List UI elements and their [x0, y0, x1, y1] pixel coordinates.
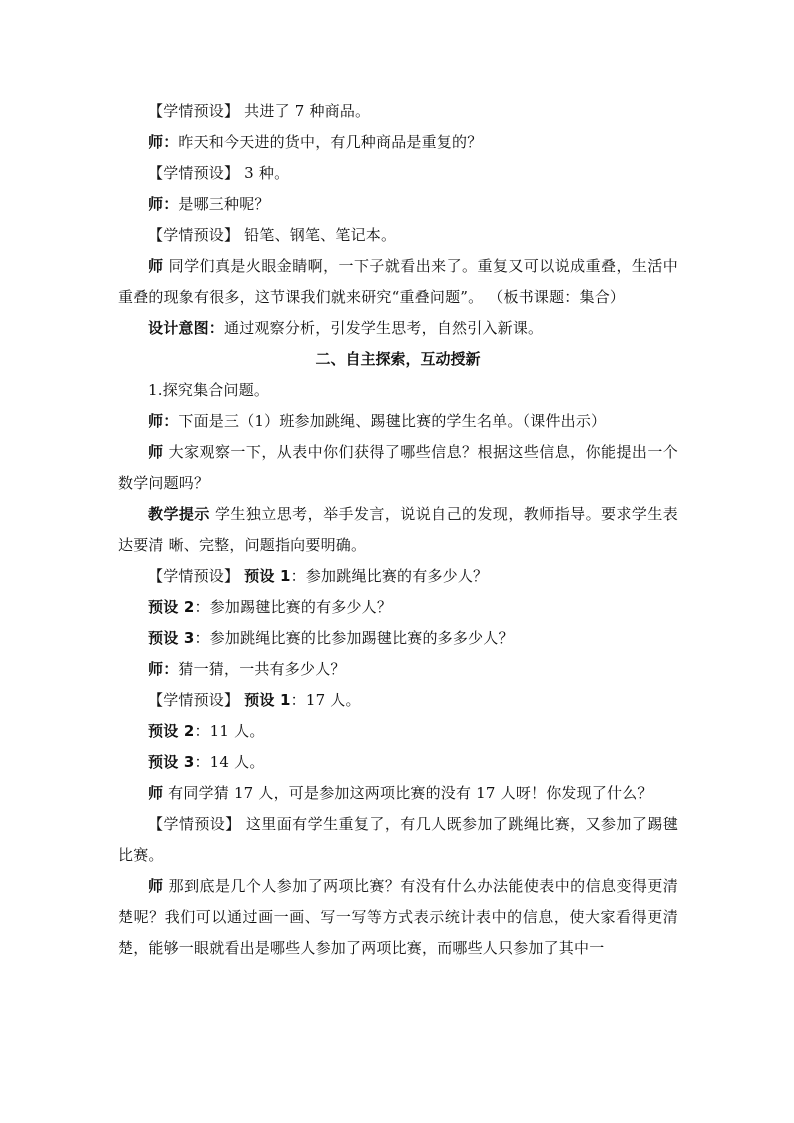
paragraph-text: 通过观察分析，引发学生思考，自然引入新课。	[224, 319, 544, 337]
paragraph	[118, 437, 678, 499]
speaker-label: 预设 2	[148, 598, 195, 616]
speaker-label: 师	[148, 784, 164, 802]
speaker-label: 师	[148, 257, 164, 275]
paragraph	[118, 313, 678, 344]
paragraph	[118, 871, 678, 964]
paragraph-text: 昨天和今天进的货中，有几种商品是重复的？	[178, 133, 483, 151]
speaker-label: 预设 2	[148, 722, 195, 740]
paragraph	[118, 251, 678, 313]
paragraph-text: 那到底是几个人参加了两项比赛？有没有什么办法能使表中的信息变得更清楚呢？我们可以通过画一画、写一写等方式表示统计表中的信息，使大家看得更清楚，能够一眼就看出是哪些人参加了两项比赛，而哪些人只参加了其中一	[118, 877, 679, 957]
paragraph-text: 1.探究集合问题。	[148, 381, 270, 399]
paragraph	[118, 716, 678, 747]
paragraph-text: 【学情预设】 3 种。	[148, 164, 290, 182]
paragraph	[118, 592, 678, 623]
speaker-label: 师：	[148, 133, 179, 151]
paragraph-text: 【学情预设】 铅笔、钢笔、笔记本。	[148, 226, 397, 244]
paragraph	[118, 96, 678, 127]
paragraph	[118, 654, 678, 685]
paragraph-text: ：参加踢毽比赛的有多少人？	[194, 598, 393, 616]
paragraph	[118, 809, 678, 871]
paragraph	[118, 406, 678, 437]
speaker-label: 设计意图：	[148, 319, 225, 337]
paragraph-text: 学生独立思考，举手发言，说说自己的发现，教师指导。要求学生表达要清 晰、完整，问题指向要明确。	[118, 505, 678, 554]
preset-tag: 【学情预设】	[148, 567, 245, 585]
speaker-label: 师	[148, 877, 164, 895]
paragraph-text: 有同学猜 17 人，可是参加这两项比赛的没有 17 人呀！你发现了什么？	[163, 784, 653, 802]
paragraph	[118, 499, 678, 561]
paragraph-text: 同学们真是火眼金睛啊，一下子就看出来了。重复又可以说成重叠，生活中重叠的现象有很多，这节课我们就来研究“重叠问题”。 （板书课题：集合）	[118, 257, 679, 306]
speaker-label: 预设 1	[244, 691, 291, 709]
paragraph	[118, 189, 678, 220]
paragraph-text: 下面是三（1）班参加跳绳、踢毽比赛的学生名单。（课件出示）	[178, 412, 607, 430]
paragraph	[118, 375, 678, 406]
paragraph	[118, 127, 678, 158]
speaker-label: 教学提示	[148, 505, 210, 523]
speaker-label: 预设 3	[148, 629, 195, 647]
preset-tag: 【学情预设】	[148, 691, 245, 709]
speaker-label: 师	[148, 443, 164, 461]
paragraph-text: 大家观察一下，从表中你们获得了哪些信息？根据这些信息，你能提出一个数学问题吗？	[118, 443, 679, 492]
paragraph	[118, 685, 678, 716]
speaker-label: 师：	[148, 412, 179, 430]
paragraph	[118, 778, 678, 809]
paragraph-text: ：参加跳绳比赛的有多少人？	[290, 567, 489, 585]
speaker-label: 师：	[148, 195, 179, 213]
speaker-label: 预设 1	[244, 567, 291, 585]
speaker-label: 师：	[148, 660, 179, 678]
paragraph-text: ：14 人。	[194, 753, 265, 771]
paragraph-text: 是哪三种呢？	[178, 195, 270, 213]
paragraph-text: ：11 人。	[194, 722, 265, 740]
paragraph-text: ：参加跳绳比赛的比参加踢毽比赛的多多少人？	[194, 629, 514, 647]
section-heading: 二、自主探索，互动授新	[315, 350, 481, 368]
paragraph	[118, 747, 678, 778]
paragraph-text: 【学情预设】 这里面有学生重复了，有几人既参加了跳绳比赛，又参加了踢毽比赛。	[118, 815, 678, 864]
paragraph-text: 猜一猜，一共有多少人？	[178, 660, 346, 678]
paragraph-text: ：17 人。	[290, 691, 361, 709]
paragraph-text: 【学情预设】 共进了 7 种商品。	[148, 102, 371, 120]
paragraph	[118, 158, 678, 189]
paragraph	[118, 561, 678, 592]
speaker-label: 预设 3	[148, 753, 195, 771]
document-page	[118, 96, 678, 964]
paragraph	[118, 623, 678, 654]
paragraph	[118, 220, 678, 251]
